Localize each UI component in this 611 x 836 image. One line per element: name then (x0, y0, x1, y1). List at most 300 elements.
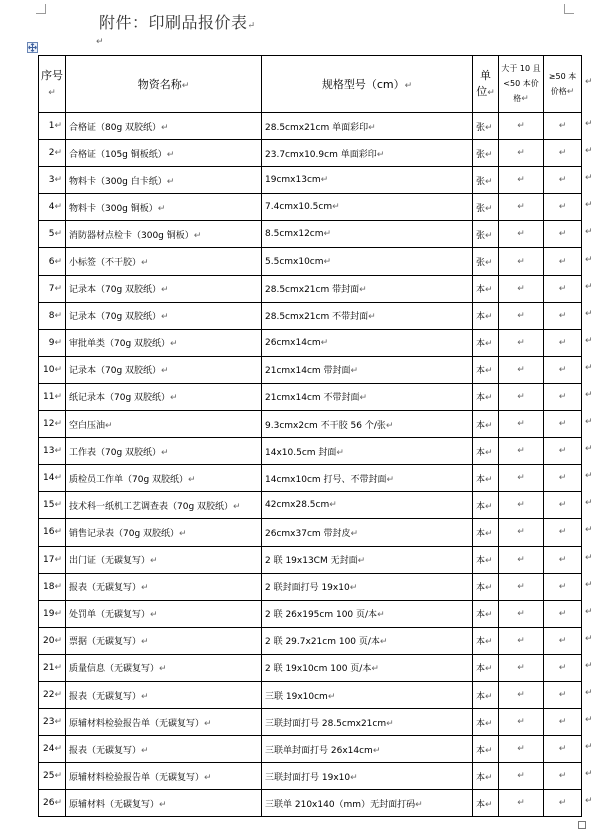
row-spec[interactable]: 2 联 19x10cm 100 页/本↵ (262, 654, 473, 681)
row-spec[interactable]: 三联封面打号 28.5cmx21cm↵ (262, 709, 473, 736)
row-price-10-50[interactable] (499, 248, 544, 275)
row-price-10-50[interactable] (499, 194, 544, 221)
row-end-mark: ↵ (585, 281, 593, 292)
row-price-10-50[interactable] (499, 790, 544, 817)
row-name[interactable]: 销售记录表（70g 双胶纸）↵ (66, 519, 262, 546)
cell-end-mark: ↵ (141, 258, 149, 269)
cell-end-mark: ↵ (193, 230, 202, 241)
row-spec[interactable]: 28.5cmx21cm 带封面↵ (262, 275, 473, 302)
row-spec[interactable]: 42cmx28.5cm↵ (262, 492, 473, 519)
cell-end-mark: ↵ (54, 121, 62, 132)
row-unit[interactable]: 本↵ (473, 600, 499, 627)
cell-end-mark: ↵ (517, 500, 525, 511)
cell-end-mark: ↵ (350, 772, 358, 783)
header-price-50: ≥50 本价格↵ (544, 56, 582, 113)
row-spec[interactable]: 2 联 26x195cm 100 页/本↵ (262, 600, 473, 627)
row-name[interactable]: 记录本（70g 双胶纸）↵ (66, 356, 262, 383)
row-price-50[interactable] (544, 627, 582, 654)
row-price-10-50[interactable] (499, 411, 544, 438)
cell-end-mark: ↵ (349, 583, 358, 594)
row-name[interactable]: 质检员工作单（70g 双胶纸）↵ (66, 465, 262, 492)
row-seq[interactable]: 1↵ (39, 113, 66, 140)
row-unit[interactable]: 本↵ (473, 492, 499, 519)
cell-end-mark: ↵ (517, 283, 525, 294)
cell-end-mark: ↵ (54, 148, 62, 159)
row-end-mark: ↵ (585, 688, 593, 699)
cell-end-mark: ↵ (54, 446, 62, 457)
row-name[interactable]: 物料卡（300g 白卡纸）↵ (66, 167, 262, 194)
cell-end-mark: ↵ (54, 581, 62, 592)
cell-end-mark: ↵ (485, 799, 493, 810)
row-price-10-50[interactable] (499, 221, 544, 248)
cell-end-mark: ↵ (161, 312, 169, 323)
cell-end-mark: ↵ (485, 149, 493, 160)
cell-end-mark: ↵ (372, 745, 381, 756)
row-seq[interactable]: 25↵ (39, 763, 66, 790)
row-price-50[interactable] (544, 790, 582, 817)
cell-end-mark: ↵ (320, 175, 329, 186)
table-row (39, 573, 582, 600)
cell-end-mark: ↵ (558, 500, 567, 511)
row-name[interactable]: 技术科一纸机工艺调查表（70g 双胶纸）↵ (66, 492, 262, 519)
row-name[interactable]: 消防器材点检卡（300g 铜板）↵ (66, 221, 262, 248)
row-price-10-50[interactable] (499, 465, 544, 492)
row-spec[interactable]: 三联单 210x140（mm）无封面打码↵ (262, 790, 473, 817)
row-price-50[interactable] (544, 140, 582, 167)
row-end-mark: ↵ (585, 389, 593, 400)
row-spec[interactable]: 2 联封面打号 19x10↵ (262, 573, 473, 600)
table-row (39, 329, 582, 356)
cell-end-mark: ↵ (517, 419, 525, 430)
row-unit[interactable]: 张↵ (473, 194, 499, 221)
row-price-50[interactable] (544, 356, 582, 383)
cell-end-mark: ↵ (558, 229, 567, 240)
paragraph-mark: ↵ (247, 21, 256, 31)
row-seq[interactable]: 5↵ (39, 221, 66, 248)
row-unit[interactable]: 本↵ (473, 627, 499, 654)
row-end-mark: ↵ (585, 579, 593, 590)
row-price-50[interactable] (544, 383, 582, 410)
row-spec[interactable]: 9.3cmx2cm 不干胶 56 个/张↵ (262, 411, 473, 438)
table-row (39, 194, 582, 221)
row-price-10-50[interactable] (499, 302, 544, 329)
row-seq[interactable]: 24↵ (39, 736, 66, 763)
row-unit[interactable]: 本↵ (473, 519, 499, 546)
cell-end-mark: ↵ (485, 583, 493, 594)
row-end-mark: ↵ (585, 362, 593, 373)
cell-end-mark: ↵ (517, 771, 525, 782)
row-name[interactable]: 空白压油↵ (66, 411, 262, 438)
row-end-mark: ↵ (585, 660, 593, 671)
cell-end-mark: ↵ (166, 176, 175, 187)
row-end-mark: ↵ (585, 525, 593, 536)
cell-end-mark: ↵ (485, 772, 493, 783)
row-spec[interactable]: 14cmx10cm 打号、不带封面↵ (262, 465, 473, 492)
row-seq[interactable]: 20↵ (39, 627, 66, 654)
row-unit[interactable]: 本↵ (473, 681, 499, 708)
row-spec[interactable]: 26cmx37cm 带封皮↵ (262, 519, 473, 546)
row-spec[interactable]: 2 联 19x13CM 无封面↵ (262, 546, 473, 573)
row-seq[interactable]: 18↵ (39, 573, 66, 600)
row-unit[interactable]: 本↵ (473, 546, 499, 573)
cell-end-mark: ↵ (485, 258, 493, 269)
row-price-10-50[interactable] (499, 546, 544, 573)
row-spec[interactable]: 三联封面打号 19x10↵ (262, 763, 473, 790)
table-header-row (39, 56, 582, 113)
row-unit[interactable]: 本↵ (473, 438, 499, 465)
row-unit[interactable]: 本↵ (473, 329, 499, 356)
row-end-mark: ↵ (585, 200, 593, 211)
row-price-50[interactable] (544, 519, 582, 546)
row-price-10-50[interactable] (499, 763, 544, 790)
row-seq[interactable]: 12↵ (39, 411, 66, 438)
row-price-10-50[interactable] (499, 329, 544, 356)
cell-end-mark: ↵ (485, 610, 493, 621)
cell-end-mark: ↵ (485, 122, 493, 133)
cell-end-mark: ↵ (485, 420, 493, 431)
cell-end-mark: ↵ (54, 419, 62, 430)
row-price-10-50[interactable] (499, 167, 544, 194)
cell-end-mark: ↵ (350, 528, 359, 539)
row-price-10-50[interactable] (499, 736, 544, 763)
cell-end-mark: ↵ (485, 230, 493, 241)
cell-end-mark: ↵ (517, 744, 525, 755)
row-price-50[interactable] (544, 221, 582, 248)
row-price-50[interactable] (544, 763, 582, 790)
row-price-50[interactable] (544, 194, 582, 221)
cell-end-mark: ↵ (327, 691, 336, 702)
row-price-50[interactable] (544, 248, 582, 275)
row-spec[interactable]: 28.5cmx21cm 单面彩印↵ (262, 113, 473, 140)
row-name[interactable]: 合格证（80g 双胶纸）↵ (66, 113, 262, 140)
row-end-mark: ↵ (585, 633, 593, 644)
cell-end-mark: ↵ (379, 637, 388, 648)
row-name[interactable]: 记录本（70g 双胶纸）↵ (66, 275, 262, 302)
row-price-50[interactable] (544, 302, 582, 329)
row-price-50[interactable] (544, 654, 582, 681)
row-seq[interactable]: 2↵ (39, 140, 66, 167)
row-end-mark: ↵ (585, 552, 593, 563)
row-unit[interactable]: 本↵ (473, 411, 499, 438)
cell-end-mark: ↵ (166, 149, 175, 160)
row-seq[interactable]: 16↵ (39, 519, 66, 546)
cell-end-mark: ↵ (54, 229, 62, 240)
cell-end-mark: ↵ (558, 148, 567, 159)
row-end-mark: ↵ (585, 796, 593, 807)
cell-end-mark: ↵ (415, 799, 423, 810)
row-end-mark: ↵ (585, 769, 593, 780)
row-price-50[interactable] (544, 411, 582, 438)
cell-end-mark: ↵ (517, 391, 525, 402)
row-seq[interactable]: 8↵ (39, 302, 66, 329)
row-name[interactable]: 报表（无碳复写）↵ (66, 736, 262, 763)
row-name[interactable]: 原辅材料（无碳复写）↵ (66, 790, 262, 817)
table-row (39, 763, 582, 790)
row-name[interactable]: 原辅材料检验报告单（无碳复写）↵ (66, 709, 262, 736)
cell-end-mark: ↵ (141, 637, 149, 648)
row-spec[interactable]: 23.7cmx10.9cm 单面彩印↵ (262, 140, 473, 167)
table-row (39, 275, 582, 302)
cell-end-mark: ↵ (54, 364, 62, 375)
row-seq[interactable]: 7↵ (39, 275, 66, 302)
cell-end-mark: ↵ (54, 690, 62, 701)
table-row (39, 709, 582, 736)
row-seq[interactable]: 13↵ (39, 438, 66, 465)
row-price-10-50[interactable] (499, 113, 544, 140)
row-name[interactable]: 合格证（105g 铜板纸）↵ (66, 140, 262, 167)
row-name[interactable]: 报表（无碳复写）↵ (66, 573, 262, 600)
table-row (39, 546, 582, 573)
row-spec[interactable]: 19cmx13cm↵ (262, 167, 473, 194)
cell-end-mark: ↵ (368, 122, 376, 133)
table-row (39, 140, 582, 167)
row-unit[interactable]: 张↵ (473, 140, 499, 167)
row-name[interactable]: 工作表（70g 双胶纸）↵ (66, 438, 262, 465)
row-name[interactable]: 质量信息（无碳复写）↵ (66, 654, 262, 681)
row-price-10-50[interactable] (499, 600, 544, 627)
cell-end-mark: ↵ (161, 122, 169, 133)
row-price-10-50[interactable] (499, 627, 544, 654)
row-spec[interactable]: 5.5cmx10cm↵ (262, 248, 473, 275)
row-spec[interactable]: 21cmx14cm 带封面↵ (262, 356, 473, 383)
row-name[interactable]: 原辅材料检验报告单（无碳复写）↵ (66, 763, 262, 790)
cell-end-mark: ↵ (188, 474, 196, 485)
cell-end-mark: ↵ (517, 527, 525, 538)
cell-end-mark: ↵ (558, 798, 567, 809)
row-seq[interactable]: 17↵ (39, 546, 66, 573)
row-seq[interactable]: 22↵ (39, 681, 66, 708)
title-text: 附件：印刷品报价表 (99, 13, 248, 32)
row-seq[interactable]: 9↵ (39, 329, 66, 356)
cell-end-mark: ↵ (517, 121, 525, 132)
cell-end-mark: ↵ (558, 175, 567, 186)
cell-end-mark: ↵ (517, 175, 525, 186)
row-spec[interactable]: 2 联 29.7x21cm 100 页/本↵ (262, 627, 473, 654)
cell-end-mark: ↵ (359, 393, 368, 404)
row-seq[interactable]: 19↵ (39, 600, 66, 627)
cell-end-mark: ↵ (323, 229, 332, 240)
row-unit[interactable]: 本↵ (473, 573, 499, 600)
row-seq[interactable]: 10↵ (39, 356, 66, 383)
cell-end-mark: ↵ (558, 337, 567, 348)
row-seq[interactable]: 14↵ (39, 465, 66, 492)
row-seq[interactable]: 21↵ (39, 654, 66, 681)
row-name[interactable]: 处罚单（无碳复写）↵ (66, 600, 262, 627)
row-price-10-50[interactable] (499, 654, 544, 681)
row-price-10-50[interactable] (499, 383, 544, 410)
row-price-50[interactable] (544, 709, 582, 736)
row-unit[interactable]: 本↵ (473, 709, 499, 736)
cell-end-mark: ↵ (485, 285, 493, 296)
row-price-10-50[interactable] (499, 519, 544, 546)
row-price-10-50[interactable] (499, 438, 544, 465)
row-unit[interactable]: 本↵ (473, 302, 499, 329)
cell-end-mark: ↵ (141, 583, 149, 594)
row-name[interactable]: 小标签（不干胶）↵ (66, 248, 262, 275)
row-unit[interactable]: 本↵ (473, 275, 499, 302)
cell-end-mark: ↵ (179, 528, 187, 539)
cell-end-mark: ↵ (386, 474, 395, 485)
row-seq[interactable]: 6↵ (39, 248, 66, 275)
row-unit[interactable]: 本↵ (473, 736, 499, 763)
price-table (38, 55, 582, 817)
table-row (39, 411, 582, 438)
row-spec[interactable]: 7.4cmx10.5cm↵ (262, 194, 473, 221)
row-unit[interactable]: 本↵ (473, 790, 499, 817)
cell-end-mark: ↵ (485, 393, 493, 404)
cell-end-mark: ↵ (485, 176, 493, 187)
row-price-50[interactable] (544, 167, 582, 194)
row-price-10-50[interactable] (499, 356, 544, 383)
row-seq[interactable]: 4↵ (39, 194, 66, 221)
cell-end-mark: ↵ (517, 608, 525, 619)
cell-end-mark: ↵ (161, 447, 169, 458)
row-unit[interactable]: 本↵ (473, 383, 499, 410)
row-price-50[interactable] (544, 329, 582, 356)
table-row (39, 248, 582, 275)
row-price-50[interactable] (544, 492, 582, 519)
row-price-10-50[interactable] (499, 140, 544, 167)
cell-end-mark: ↵ (517, 256, 525, 267)
cell-end-mark: ↵ (54, 608, 62, 619)
row-spec[interactable]: 三联单封面打号 26x14cm↵ (262, 736, 473, 763)
row-name[interactable]: 纸记录本（70g 双胶纸）↵ (66, 383, 262, 410)
cell-end-mark: ↵ (517, 798, 525, 809)
row-end-mark: ↵ (585, 119, 593, 130)
row-end-mark: ↵ (585, 417, 593, 428)
table-row (39, 356, 582, 383)
row-end-mark: ↵ (585, 173, 593, 184)
cell-end-mark: ↵ (159, 664, 167, 675)
row-spec[interactable]: 8.5cmx12cm↵ (262, 221, 473, 248)
cell-end-mark: ↵ (54, 798, 62, 809)
row-price-50[interactable] (544, 573, 582, 600)
row-end-mark: ↵ (585, 335, 593, 346)
cell-end-mark: ↵ (558, 446, 567, 457)
cell-end-mark: ↵ (517, 554, 525, 565)
cell-end-mark: ↵ (385, 420, 394, 431)
cell-end-mark: ↵ (558, 717, 567, 728)
cell-end-mark: ↵ (558, 473, 567, 484)
row-seq[interactable]: 15↵ (39, 492, 66, 519)
row-unit[interactable]: 本↵ (473, 763, 499, 790)
row-unit[interactable]: 张↵ (473, 221, 499, 248)
cell-end-mark: ↵ (54, 202, 62, 213)
cell-end-mark: ↵ (517, 148, 525, 159)
table-row (39, 790, 582, 817)
row-price-10-50[interactable] (499, 275, 544, 302)
cell-end-mark: ↵ (558, 635, 567, 646)
header-name: 物资名称↵ (66, 56, 262, 113)
cell-end-mark: ↵ (161, 285, 169, 296)
row-spec[interactable]: 三联 19x10cm↵ (262, 681, 473, 708)
row-price-50[interactable] (544, 113, 582, 140)
cell-end-mark: ↵ (54, 391, 62, 402)
cell-end-mark: ↵ (485, 556, 493, 567)
cell-end-mark: ↵ (359, 285, 367, 296)
row-unit[interactable]: 本↵ (473, 654, 499, 681)
cell-end-mark: ↵ (386, 718, 394, 729)
row-seq[interactable]: 3↵ (39, 167, 66, 194)
row-price-50[interactable] (544, 465, 582, 492)
table-resize-handle-icon[interactable] (578, 821, 586, 829)
cell-end-mark: ↵ (558, 744, 567, 755)
row-name[interactable]: 物料卡（300g 铜板）↵ (66, 194, 262, 221)
table-row (39, 519, 582, 546)
row-end-mark: ↵ (585, 498, 593, 509)
cell-end-mark: ↵ (485, 447, 493, 458)
cell-end-mark: ↵ (323, 256, 332, 267)
row-price-10-50[interactable] (499, 681, 544, 708)
cell-end-mark: ↵ (54, 771, 62, 782)
table-move-handle-icon[interactable] (27, 42, 38, 53)
row-price-50[interactable] (544, 275, 582, 302)
row-unit[interactable]: 本↵ (473, 356, 499, 383)
row-name[interactable]: 出门证（无碳复写）↵ (66, 546, 262, 573)
row-seq[interactable]: 11↵ (39, 383, 66, 410)
row-name[interactable]: 审批单类（70g 双胶纸）↵ (66, 329, 262, 356)
cell-end-mark: ↵ (157, 203, 166, 214)
row-price-50[interactable] (544, 681, 582, 708)
cell-end-mark: ↵ (485, 366, 493, 377)
cell-end-mark: ↵ (54, 500, 62, 511)
cell-end-mark: ↵ (54, 310, 62, 321)
row-spec[interactable]: 26cmx14cm↵ (262, 329, 473, 356)
row-spec[interactable]: 28.5cmx21cm 不带封面↵ (262, 302, 473, 329)
row-name[interactable]: 票据（无碳复写）↵ (66, 627, 262, 654)
cell-end-mark: ↵ (233, 501, 241, 512)
cell-end-mark: ↵ (558, 608, 567, 619)
row-seq[interactable]: 26↵ (39, 790, 66, 817)
row-price-50[interactable] (544, 546, 582, 573)
row-unit[interactable]: 张↵ (473, 248, 499, 275)
row-unit[interactable]: 张↵ (473, 113, 499, 140)
cell-end-mark: ↵ (54, 635, 62, 646)
row-name[interactable]: 记录本（70g 双胶纸）↵ (66, 302, 262, 329)
cell-end-mark: ↵ (517, 581, 525, 592)
row-spec[interactable]: 14x10.5cm 封面↵ (262, 438, 473, 465)
row-unit[interactable]: 张↵ (473, 167, 499, 194)
row-spec[interactable]: 21cmx14cm 不带封面↵ (262, 383, 473, 410)
row-price-10-50[interactable] (499, 492, 544, 519)
cell-end-mark: ↵ (54, 554, 62, 565)
table-row (39, 492, 582, 519)
cell-end-mark: ↵ (558, 581, 567, 592)
row-price-50[interactable] (544, 736, 582, 763)
table-row (39, 465, 582, 492)
row-seq[interactable]: 23↵ (39, 709, 66, 736)
cell-end-mark: ↵ (159, 799, 167, 810)
cell-end-mark: ↵ (54, 662, 62, 673)
cell-end-mark: ↵ (54, 527, 62, 538)
cell-end-mark: ↵ (368, 312, 376, 323)
cell-end-mark: ↵ (161, 366, 169, 377)
cell-end-mark: ↵ (558, 690, 567, 701)
row-price-50[interactable] (544, 438, 582, 465)
row-name[interactable]: 报表（无碳复写）↵ (66, 681, 262, 708)
cell-end-mark: ↵ (485, 664, 493, 675)
cell-end-mark: ↵ (485, 501, 493, 512)
cell-end-mark: ↵ (517, 662, 525, 673)
table-row (39, 654, 582, 681)
row-price-50[interactable] (544, 600, 582, 627)
cell-end-mark: ↵ (150, 610, 158, 621)
row-price-10-50[interactable] (499, 709, 544, 736)
cell-end-mark: ↵ (558, 554, 567, 565)
row-unit[interactable]: 本↵ (473, 465, 499, 492)
table-row (39, 167, 582, 194)
row-price-10-50[interactable] (499, 573, 544, 600)
